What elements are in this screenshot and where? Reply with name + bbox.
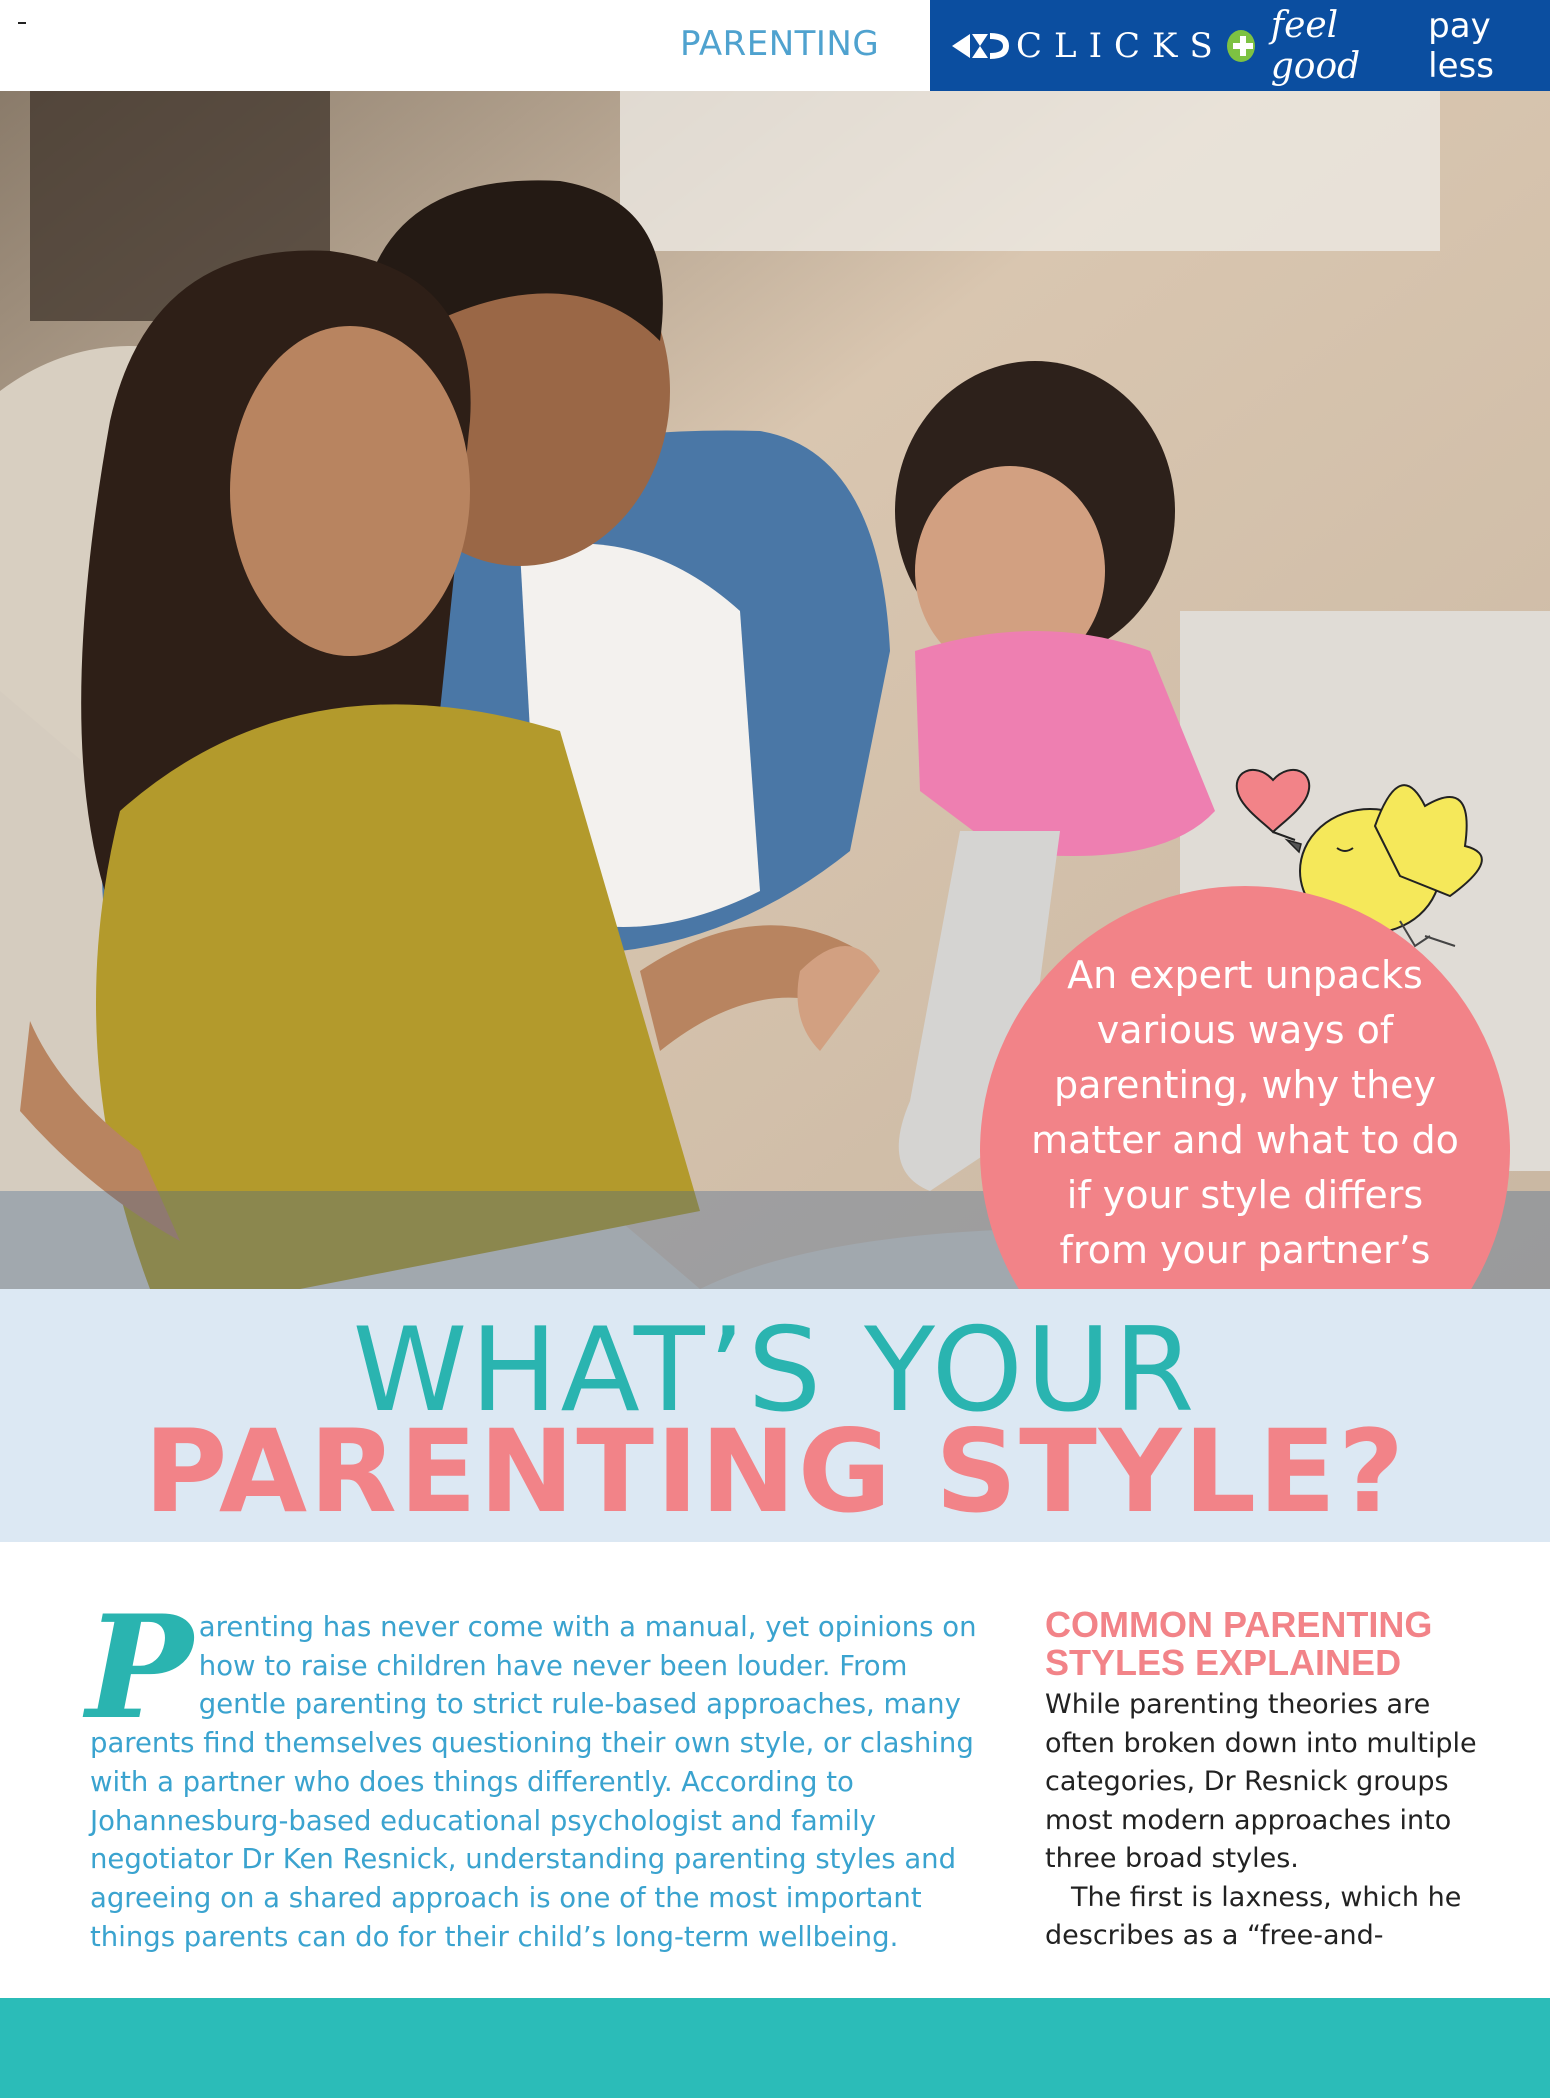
section-label: PARENTING [680,24,880,64]
headline-line-1: WHAT’S YOUR [352,1303,1198,1438]
brand-banner [930,0,1550,91]
footer-bar [0,1998,1550,2098]
intro-text: arenting has never come with a manual, yet opinions on how to raise children have never been louder. From gentle parenting to strict rule-based approaches, many parents find themselves questioning their own style, or clashing with a partner who does things differently. According to Johannesburg-based educational psychologist and family negotiator Dr Ken Resnick, understanding parenting styles and agreeing on a shared approach is one of the most important things parents can do for their child’s long-term wellbeing. [90,1611,977,1953]
page-marker [18,22,26,24]
plus-cross-icon [1227,30,1255,62]
sidebar-column [1045,1606,1505,1956]
drop-cap: P [86,1585,193,1751]
clicks-logo-icon [950,28,1010,64]
sidebar-paragraph-1: While parenting theories are often broken down into multiple categories, Dr Resnick groups most modern approaches into three broad styles. [1045,1689,1477,1874]
brand-name: CLICKS [1016,25,1225,66]
page-header [0,0,1550,91]
sidebar-paragraph-2: The first is laxness, which he describes as a “free-and- [1045,1881,1462,1951]
blurb-text: An expert unpacks various ways of parenting, why they matter and what to do if your style differs from your partner’s [1031,953,1459,1272]
family-photo [0,91,1550,1289]
intro-paragraph [86,1585,990,1956]
sidebar-heading: COMMON PARENTING STYLES EXPLAINED [1045,1604,1433,1683]
headline-line-2: PARENTING STYLE? [143,1405,1407,1538]
brand-script-tagline: feel good [1270,4,1361,87]
brand-tagline: pay less [1428,5,1494,86]
title-band [0,1289,1550,1542]
